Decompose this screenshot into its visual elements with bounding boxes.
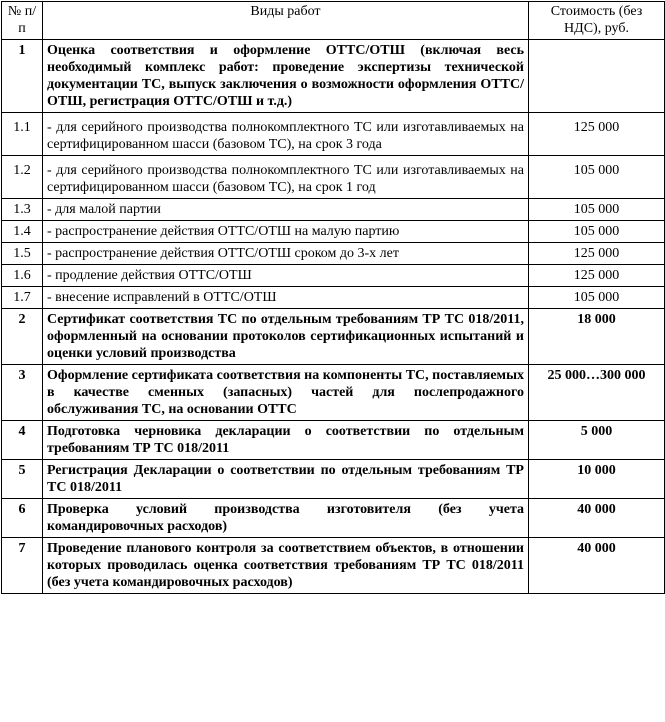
header-cost: Стоимость (без НДС), руб. [529, 2, 665, 40]
row-cost: 125 000 [529, 243, 665, 265]
row-number: 5 [2, 460, 43, 499]
table-row [2, 265, 665, 287]
row-work-description: - распространение действия ОТТС/ОТШ сроком до 3-х лет [43, 243, 529, 265]
table-row [2, 460, 665, 499]
table-row [2, 421, 665, 460]
table-row [2, 40, 665, 113]
row-cost: 10 000 [529, 460, 665, 499]
row-number: 4 [2, 421, 43, 460]
header-row [2, 2, 665, 40]
header-num: № п/п [2, 2, 43, 40]
row-number: 1.5 [2, 243, 43, 265]
row-cost: 125 000 [529, 265, 665, 287]
row-number: 1.7 [2, 287, 43, 309]
row-cost: 105 000 [529, 199, 665, 221]
table-row [2, 199, 665, 221]
table-row [2, 221, 665, 243]
row-number: 1.4 [2, 221, 43, 243]
row-cost: 105 000 [529, 287, 665, 309]
row-work-description: Проверка условий производства изготовителя (без учета командировочных расходов) [43, 499, 529, 538]
table-row [2, 156, 665, 199]
row-cost: 25 000…300 000 [529, 365, 665, 421]
row-work-description: Подготовка черновика декларации о соответствии по отдельным требованиям ТР ТС 018/2011 [43, 421, 529, 460]
header-work: Виды работ [43, 2, 529, 40]
table-row [2, 243, 665, 265]
row-cost: 125 000 [529, 113, 665, 156]
row-cost: 5 000 [529, 421, 665, 460]
table-row [2, 113, 665, 156]
row-work-description: - продление действия ОТТС/ОТШ [43, 265, 529, 287]
row-work-description: Сертификат соответствия ТС по отдельным требованиям ТР ТС 018/2011, оформленный на основании протоколов сертификационных испытаний и оценки условий производства [43, 309, 529, 365]
row-cost: 105 000 [529, 221, 665, 243]
row-work-description: - внесение исправлений в ОТТС/ОТШ [43, 287, 529, 309]
row-work-description: - для серийного производства полнокомплектного ТС или изготавливаемых на сертифицированном шасси (базовом ТС), на срок 1 год [43, 156, 529, 199]
row-cost [529, 40, 665, 113]
row-number: 1.2 [2, 156, 43, 199]
row-number: 1.3 [2, 199, 43, 221]
table-row [2, 309, 665, 365]
row-number: 3 [2, 365, 43, 421]
row-number: 1.1 [2, 113, 43, 156]
row-cost: 40 000 [529, 499, 665, 538]
row-number: 1.6 [2, 265, 43, 287]
row-work-description: Оформление сертификата соответствия на компоненты ТС, поставляемых в качестве сменных (запасных) частей для послепродажного обслуживания ТС, на основании ОТТС [43, 365, 529, 421]
row-cost: 40 000 [529, 538, 665, 594]
table-row [2, 365, 665, 421]
table-row [2, 287, 665, 309]
row-number: 2 [2, 309, 43, 365]
price-table [1, 1, 665, 594]
row-number: 6 [2, 499, 43, 538]
row-work-description: - распространение действия ОТТС/ОТШ на малую партию [43, 221, 529, 243]
row-work-description: Оценка соответствия и оформление ОТТС/ОТШ (включая весь необходимый комплекс работ: проведение экспертизы технической документации ТС, выпуск заключения о возможности оформления ОТТС/ОТШ, регистрация ОТТС/ОТШ и т.д.) [43, 40, 529, 113]
row-work-description: - для малой партии [43, 199, 529, 221]
row-work-description: Проведение планового контроля за соответствием объектов, в отношении которых проводилась оценка соответствия требованиям ТР ТС 018/2011 (без учета командировочных расходов) [43, 538, 529, 594]
row-number: 1 [2, 40, 43, 113]
row-cost: 105 000 [529, 156, 665, 199]
row-work-description: - для серийного производства полнокомплектного ТС или изготавливаемых на сертифицированном шасси (базовом ТС), на срок 3 года [43, 113, 529, 156]
row-number: 7 [2, 538, 43, 594]
row-cost: 18 000 [529, 309, 665, 365]
table-row [2, 499, 665, 538]
row-work-description: Регистрация Декларации о соответствии по отдельным требованиям ТР ТС 018/2011 [43, 460, 529, 499]
table-row [2, 538, 665, 594]
